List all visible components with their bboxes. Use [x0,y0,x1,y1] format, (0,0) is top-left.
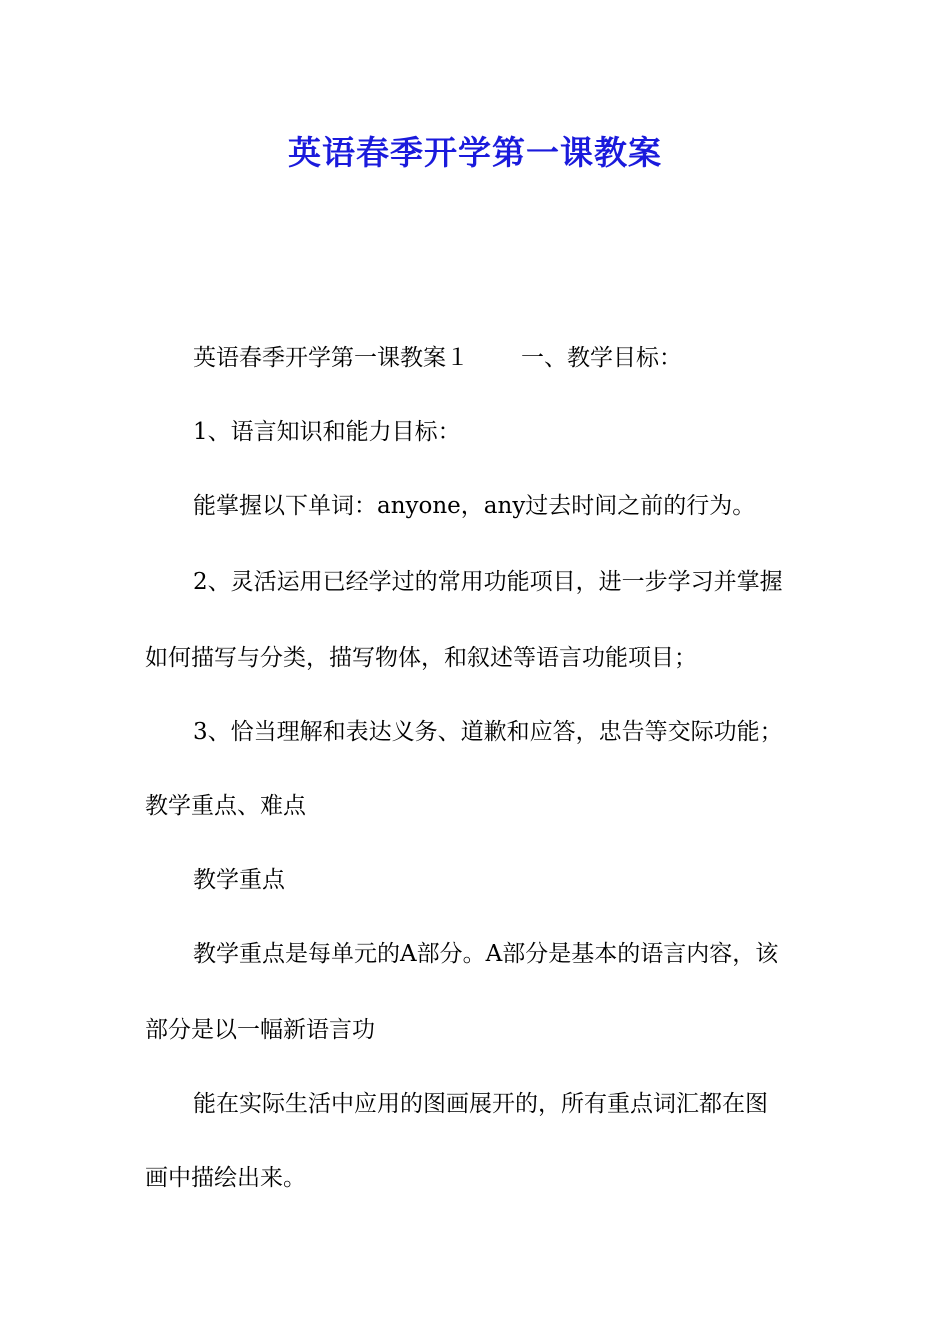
paragraph-6: 教学重点 [193,867,285,893]
heading-left: 英语春季开学第一课教案１ [193,345,469,371]
paragraph-8-line-1: 能在实际生活中应用的图画展开的，所有重点词汇都在图 [193,1091,768,1117]
paragraph-3-line-2: 如何描写与分类，描写物体，和叙述等语言功能项目； [145,645,697,671]
paragraph-7-line-1: 教学重点是每单元的A部分。A部分是基本的语言内容，该 [193,941,779,967]
paragraph-1: 1、语言知识和能力目标： [193,419,461,445]
paragraph-8-line-2: 画中描绘出来。 [145,1165,306,1191]
heading-right: 一、教学目标： [521,345,682,371]
paragraph-3-line-1: 2、灵活运用已经学过的常用功能项目，进一步学习并掌握 [193,569,783,595]
section-heading [145,340,858,376]
paragraph-4: 3、恰当理解和表达义务、道歉和应答，忠告等交际功能； [193,719,783,745]
paragraph-7-line-2: 部分是以一幅新语言功 [145,1017,375,1043]
paragraph-5: 教学重点、难点 [145,793,306,819]
document-title: 英语春季开学第一课教案 [288,133,662,172]
paragraph-2: 能掌握以下单词：anyone，any过去时间之前的行为。 [193,493,756,519]
